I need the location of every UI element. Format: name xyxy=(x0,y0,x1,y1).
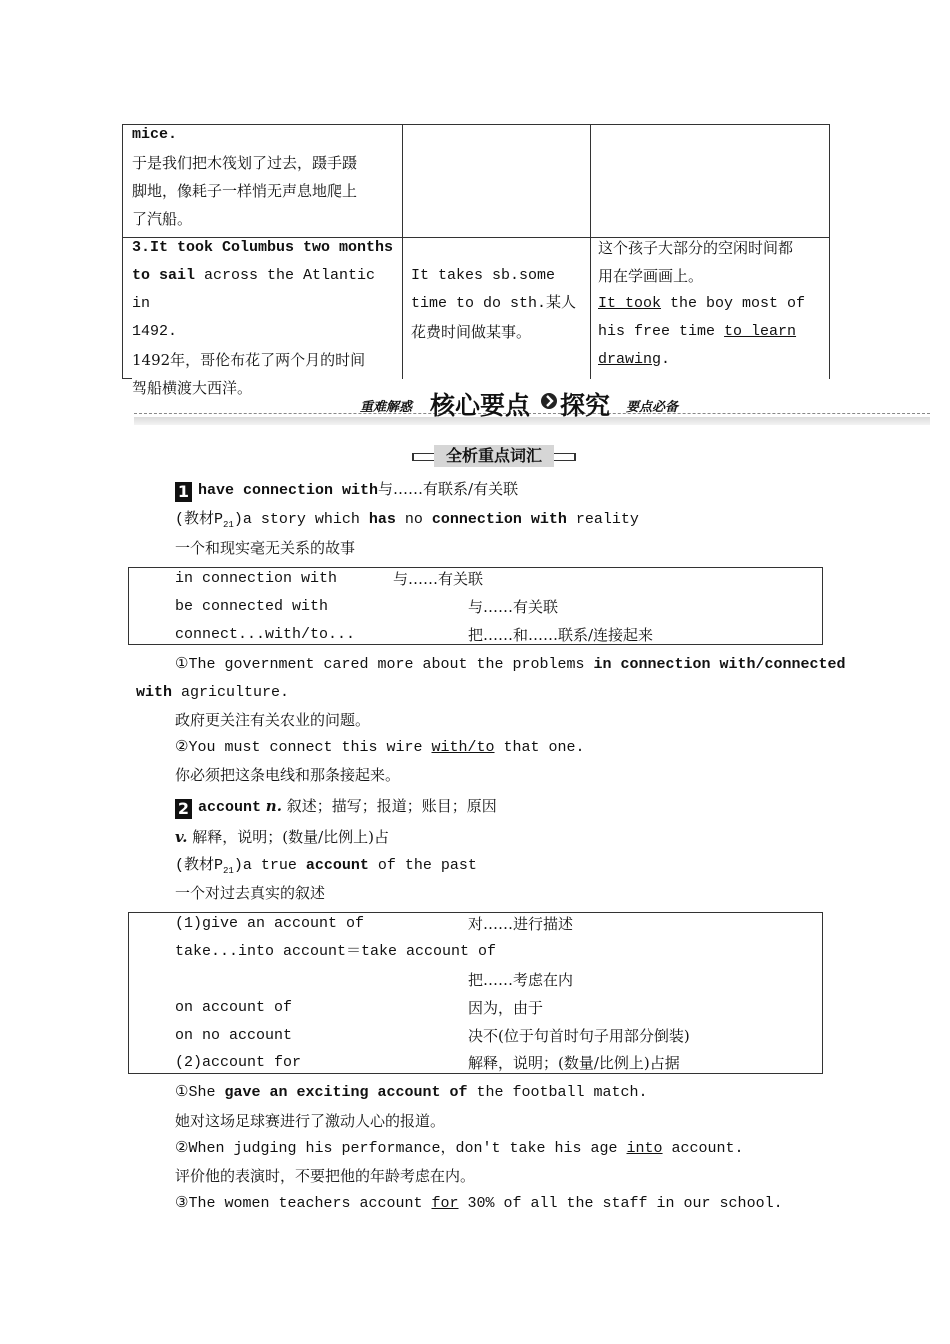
phrase-cn: 解释，说明；(数量/比例上)占据 xyxy=(468,1054,680,1072)
source-page: 21 xyxy=(223,866,234,876)
section-banner xyxy=(134,388,930,428)
cell-text: across the Atlantic in xyxy=(132,267,376,312)
banner-shade xyxy=(134,417,930,425)
arrow-circle-icon xyxy=(540,392,558,414)
example-translation: 政府更关注有关农业的问题。 xyxy=(175,711,371,729)
phrase-en: connect...with/to... xyxy=(175,626,356,643)
example-2-1 xyxy=(175,1083,648,1103)
section-title xyxy=(412,445,576,467)
table-cell-row1-col1 xyxy=(132,121,397,233)
example-2-3 xyxy=(175,1194,783,1214)
answer-blank: It took xyxy=(598,295,662,312)
section-title-text: 全析重点词汇 xyxy=(445,446,542,465)
entry-phrase: have connection with xyxy=(198,482,379,499)
phrase-en: take...into account＝take account of xyxy=(175,943,497,960)
example-1-1-cont xyxy=(136,683,289,703)
example-1-1 xyxy=(175,655,846,675)
example-keyword: account xyxy=(305,857,369,874)
answer-blank: drawing xyxy=(598,351,662,368)
cell-text: . xyxy=(661,351,671,368)
phrase-box-1 xyxy=(128,567,823,645)
cell-line: It takes sb.some xyxy=(411,267,556,284)
cell-line: 用在学画画上。 xyxy=(598,267,704,285)
source-label: (教材P xyxy=(175,511,224,528)
answer-blank: to learn xyxy=(724,323,797,340)
example-text: )a story which xyxy=(233,511,369,528)
example-text: the football match. xyxy=(467,1084,648,1101)
phrase-cn: 与……有关联 xyxy=(393,570,484,588)
entry-meaning: 叙述；描写；报道；账目；原因 xyxy=(286,797,497,815)
entry-verb-sense xyxy=(175,827,389,847)
cell-line: 了汽船。 xyxy=(132,210,193,228)
phrase-cn: 与……有关联 xyxy=(468,598,559,616)
phrase-en: (1)give an account of xyxy=(175,915,365,932)
cell-line: 1492. xyxy=(132,323,178,340)
table-divider xyxy=(402,125,403,379)
cell-line: mice. xyxy=(132,126,178,143)
example-text: of the past xyxy=(368,857,477,874)
example-keyword: in connection with/connected xyxy=(593,656,846,673)
banner-title-part2: 探究 xyxy=(560,391,611,420)
example-text: ②When judging his performance，don't take his age xyxy=(175,1140,627,1157)
part-of-speech: n. xyxy=(265,797,282,815)
example-2-2 xyxy=(175,1139,744,1159)
example-text: ①The government cared more about the problems xyxy=(175,656,594,673)
phrase-en: (2)account for xyxy=(175,1054,302,1071)
table-cell-row2-col1 xyxy=(132,234,400,402)
cell-text: his free time xyxy=(598,323,725,340)
banner-right-caption: 要点必备 xyxy=(626,400,679,415)
answer-blank: with/to xyxy=(431,739,495,756)
cell-line: 这个孩子大部分的空闲时间都 xyxy=(598,239,794,257)
example-text: account. xyxy=(662,1140,744,1157)
cell-bold-text: to sail xyxy=(132,267,196,284)
cell-line: time to do sth.某人 xyxy=(411,295,577,312)
entry-heading-1 xyxy=(175,479,518,502)
source-label: (教材P xyxy=(175,857,224,874)
banner-title-part1: 核心要点 xyxy=(430,391,531,420)
banner-left-caption: 重难解惑 xyxy=(360,400,413,415)
table-divider xyxy=(590,125,591,379)
example-text: ②You must connect this wire xyxy=(175,739,432,756)
example-translation: 她对这场足球赛进行了激动人心的报道。 xyxy=(175,1112,446,1130)
example-translation: 评价他的表演时，不要把他的年龄考虑在内。 xyxy=(175,1167,476,1185)
textbook-translation-2: 一个对过去真实的叙述 xyxy=(175,884,326,902)
cell-line: 1492年，哥伦布花了两个月的时间 xyxy=(132,351,366,369)
example-text: ③The women teachers account xyxy=(175,1195,432,1212)
example-text: that one. xyxy=(494,739,585,756)
phrase-cn: 把……考虑在内 xyxy=(468,971,574,989)
entry-number-badge: 1 xyxy=(175,482,192,502)
phrase-cn: 决不(位于句首时句子用部分倒装) xyxy=(468,1027,690,1045)
answer-blank: into xyxy=(626,1140,663,1157)
table-cell-row2-col3 xyxy=(598,234,828,374)
example-text: ①She xyxy=(175,1084,225,1101)
phrase-en: on account of xyxy=(175,999,293,1016)
cell-line: 3.It took Columbus two months xyxy=(132,239,394,256)
vocab-table xyxy=(122,124,830,397)
example-keyword: has xyxy=(368,511,396,528)
example-text: 30% of all the staff in our school. xyxy=(458,1195,783,1212)
phrase-cn: 把……和……联系/连接起来 xyxy=(468,626,654,644)
textbook-example-1 xyxy=(175,510,639,535)
example-text: no xyxy=(395,511,432,528)
phrase-box-2 xyxy=(128,912,823,1074)
entry-heading-2 xyxy=(175,796,497,819)
cell-line: 脚地，像耗子一样悄无声息地爬上 xyxy=(132,182,358,200)
example-translation: 你必须把这条电线和那条接起来。 xyxy=(175,766,401,784)
example-keyword: gave an exciting account of xyxy=(224,1084,468,1101)
phrase-cn: 对……进行描述 xyxy=(468,915,574,933)
cell-line: 于是我们把木筏划了过去，蹑手蹑 xyxy=(132,154,358,172)
example-text: reality xyxy=(566,511,639,528)
phrase-en: on no account xyxy=(175,1027,293,1044)
example-keyword: connection with xyxy=(431,511,567,528)
textbook-example-2 xyxy=(175,856,477,881)
answer-blank: for xyxy=(431,1195,459,1212)
phrase-en: in connection with xyxy=(175,570,338,587)
cell-text: the boy most of xyxy=(661,295,806,312)
part-of-speech: v. xyxy=(175,828,188,846)
phrase-cn: 因为，由于 xyxy=(468,999,544,1017)
example-text: agriculture. xyxy=(172,684,290,701)
example-text: )a true xyxy=(233,857,306,874)
table-corner-mark xyxy=(122,378,132,379)
textbook-translation-1: 一个和现实毫无关系的故事 xyxy=(175,539,356,557)
entry-meaning: 与……有联系/有关联 xyxy=(378,480,519,498)
example-1-2 xyxy=(175,738,585,758)
cell-line: 花费时间做某事。 xyxy=(411,323,532,341)
source-page: 21 xyxy=(223,520,234,530)
banner-dashed-rule xyxy=(134,413,930,414)
entry-meaning: 解释，说明；(数量/比例上)占 xyxy=(192,828,389,846)
entry-number-badge: 2 xyxy=(175,799,192,819)
cell-line: 驾船横渡大西洋。 xyxy=(132,379,253,397)
example-keyword: with xyxy=(136,684,173,701)
table-cell-row2-col2 xyxy=(411,262,586,346)
entry-word: account xyxy=(198,799,262,816)
phrase-en: be connected with xyxy=(175,598,329,615)
